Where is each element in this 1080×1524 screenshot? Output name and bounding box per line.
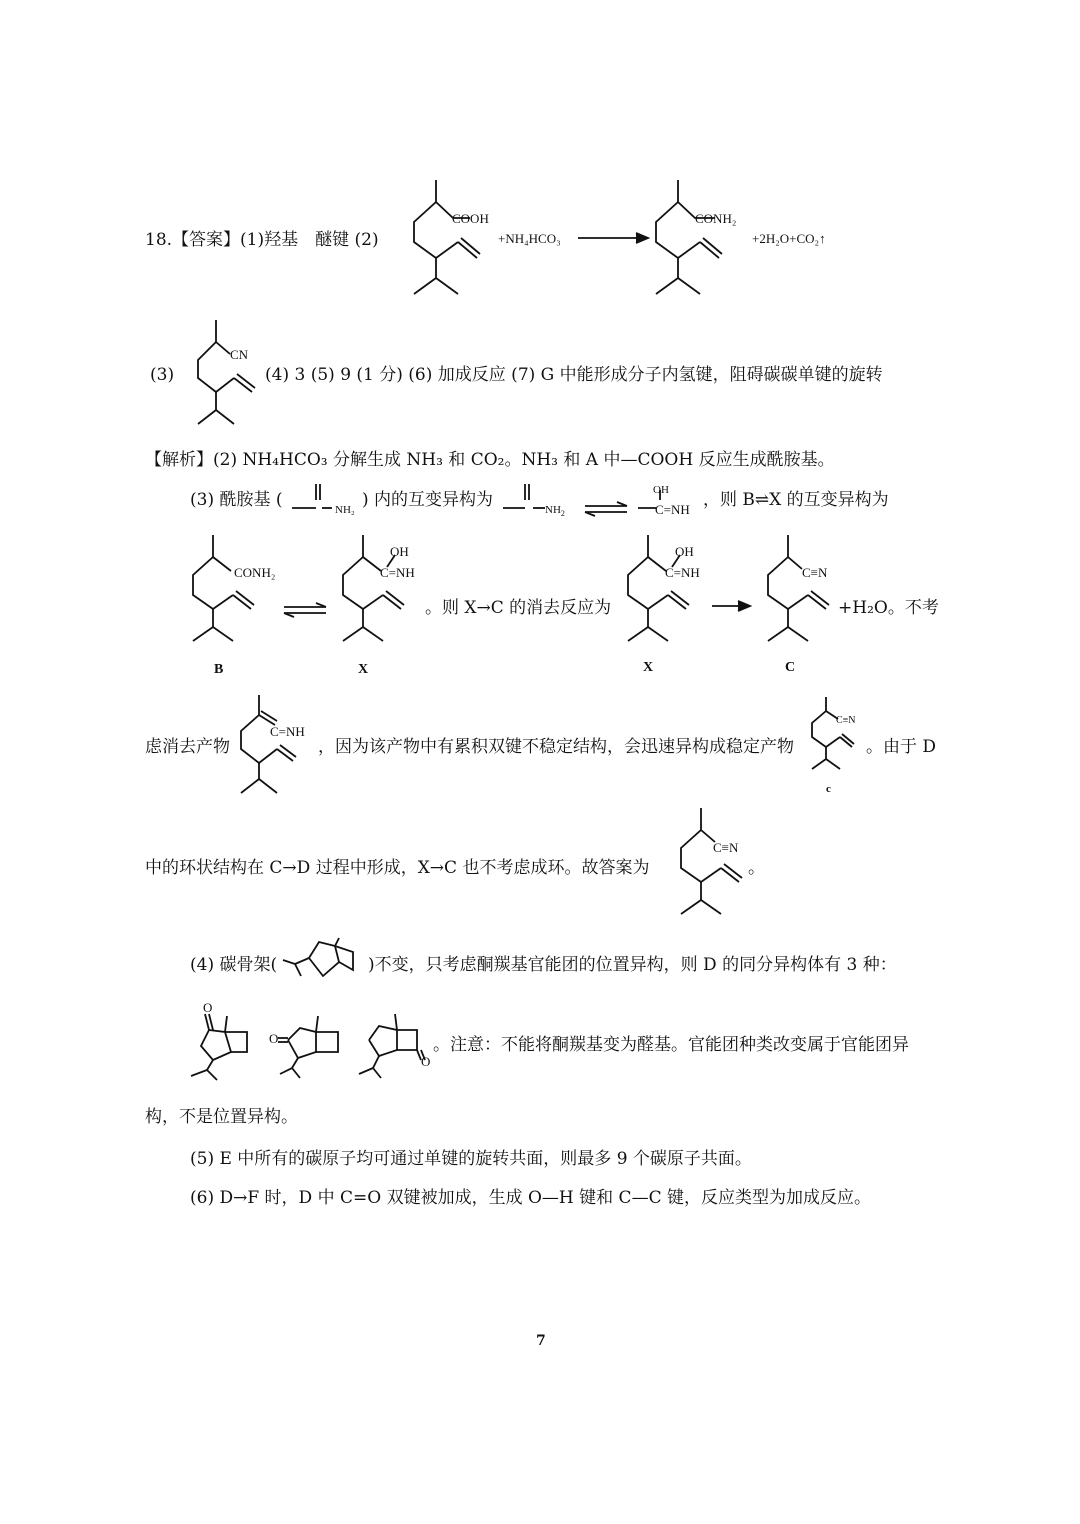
carbon-skeleton-structure — [283, 938, 363, 988]
small-cn-label: C≡N — [836, 715, 856, 726]
molecule-c-structure — [190, 320, 260, 430]
reaction-arrow — [578, 232, 652, 244]
isomer-1-structure — [187, 1002, 257, 1082]
analysis-line-4c: 。由于 D — [866, 737, 937, 757]
analysis-line-6b: )不变，只考虑酮羰基官能团的位置异构，则 D 的同分异构体有 3 种： — [368, 955, 897, 975]
analysis-line-7: 。注意：不能将酮羰基变为醛基。官能团种类改变属于官能团异 — [433, 1035, 909, 1055]
b-conh2-label: CONH₂ — [234, 565, 276, 580]
cnh-cumulene-label: C=NH — [270, 724, 305, 739]
final-period: 。 — [748, 858, 765, 878]
reaction-arrow-2 — [712, 600, 752, 612]
amide-nh2-label: NH₂ — [335, 504, 355, 516]
analysis-line-5: 中的环状结构在 C→D 过程中形成，X→C 也不考虑成环。故答案为 — [145, 858, 650, 878]
tautomer-nh2-label: $NH_2$ — [545, 504, 565, 519]
water-text: +H₂O。不考 — [838, 598, 939, 618]
conh2-label: CONH₂ — [695, 211, 737, 226]
analysis-line-4b: ，因为该产物中有累积双键不稳定结构，会迅速异构成稳定产物 — [318, 737, 794, 757]
label-x2: X — [643, 660, 654, 675]
nh4hco3-label: +NH₄HCO₃ — [498, 231, 561, 246]
cn-label: CN — [230, 347, 249, 362]
c-cn-label: C≡N — [802, 565, 828, 580]
analysis-line-2a: (3) 酰胺基 ( — [190, 490, 283, 510]
label-x: X — [358, 662, 369, 677]
answer-rest: (4) 3 (5) 9 (1 分) (6) 加成反应 (7) G 中能形成分子内氢键，阻碍碳碳单键的旋转 — [265, 365, 883, 385]
cumulene-product-structure — [235, 695, 315, 800]
final-cn-label: C≡N — [713, 840, 739, 855]
analysis-line-9: (5) E 中所有的碳原子均可通过单键的旋转共面，则最多 9 个碳原子共面。 — [190, 1149, 752, 1169]
x-oh-label: OH — [390, 544, 409, 559]
molecule-c-row3 — [760, 535, 840, 645]
analysis-line-8: 构，不是位置异构。 — [145, 1107, 298, 1127]
label-c: C — [785, 660, 796, 675]
isomer-3-structure — [355, 1010, 435, 1090]
analysis-line-4a: 虑消去产物 — [145, 737, 230, 757]
tautomer-cnh-label: C=NH — [655, 502, 690, 517]
page-number: 7 — [536, 1333, 546, 1349]
products-label: +2H₂O+CO₂↑ — [752, 231, 826, 246]
tautomer-oh-label: OH — [653, 484, 669, 496]
analysis-line-6a: (4) 碳骨架( — [190, 955, 278, 975]
label-b: B — [214, 662, 224, 677]
analysis-mid-text: 。则 X→C 的消去反应为 — [425, 598, 612, 618]
molecule-b-row3 — [185, 535, 265, 645]
isomer-2-o: O — [269, 1031, 279, 1046]
answer-prefix: 18.【答案】(1)羟基 醚键 (2) — [145, 230, 379, 250]
isomer-2-structure — [270, 1010, 350, 1090]
answer-3-label: (3) — [150, 365, 175, 385]
final-answer-structure — [673, 808, 753, 918]
x2-oh-label: OH — [675, 544, 694, 559]
x-cnh-label: C=NH — [380, 565, 415, 580]
equilibrium-arrow — [583, 502, 629, 516]
analysis-line-10: (6) D→F 时，D 中 C=O 双键被加成，生成 O—H 键和 C—C 键，反应类型为加成反应。 — [190, 1188, 871, 1208]
equilibrium-arrow-2 — [282, 603, 328, 617]
x2-cnh-label: C=NH — [665, 565, 700, 580]
isomer-1-o: O — [203, 1000, 213, 1015]
analysis-line-2c: ，则 B⇌X 的互变异构为 — [703, 490, 889, 510]
analysis-line-2b: ) 内的互变异构为 — [362, 490, 494, 510]
molecule-c-small — [808, 697, 868, 777]
label-c-small: c — [826, 783, 831, 795]
molecule-a-structure — [405, 180, 495, 300]
cooh-label: COOH — [452, 211, 489, 226]
analysis-line-1: 【解析】(2) NH₄HCO₃ 分解生成 NH₃ 和 CO₂。NH₃ 和 A 中—COOH 反应生成酰胺基。 — [145, 450, 835, 470]
isomer-3-o: O — [421, 1054, 431, 1069]
molecule-b-structure — [653, 180, 743, 300]
